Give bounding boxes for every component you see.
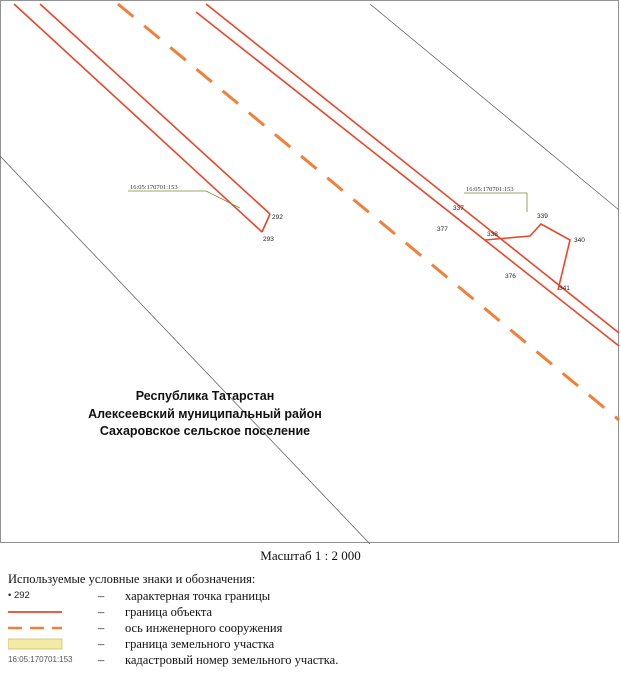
legend-symbol-point: • 292 <box>8 590 30 601</box>
legend-desc-cadastral-number: кадастровый номер земельного участка. <box>125 653 339 667</box>
point-label-376: 376 <box>505 273 516 280</box>
legend-dash: – <box>98 653 105 667</box>
point-label-337: 337 <box>453 205 464 212</box>
object-boundary-left-outer <box>14 4 262 232</box>
point-label-338: 338 <box>487 231 498 238</box>
object-boundary-right-upper <box>206 4 619 333</box>
legend-dash: – <box>98 605 105 619</box>
scale-label: Масштаб 1 : 2 000 <box>260 548 361 563</box>
region-line-republic: Республика Татарстан <box>135 389 275 403</box>
legend-dash: – <box>98 637 105 651</box>
object-boundary-right-lower <box>196 12 619 346</box>
point-label-339: 339 <box>537 213 548 220</box>
legend-symbol-engineering-axis <box>8 620 68 636</box>
engineering-axis-line <box>118 4 619 420</box>
point-label-341: 341 <box>559 285 570 292</box>
region-caption <box>40 388 370 441</box>
object-boundary-left-end <box>262 214 270 232</box>
legend-row-cadastral-number <box>8 652 618 668</box>
point-label-377: 377 <box>437 226 448 233</box>
cadastral-leader-left <box>128 191 240 208</box>
legend-desc-object-boundary: граница объекта <box>125 605 213 619</box>
legend-dash: – <box>98 589 105 603</box>
legend-desc-point: характерная точка границы <box>125 589 271 603</box>
point-label-293: 293 <box>263 236 274 243</box>
legend-desc-parcel-boundary: граница земельного участка <box>125 637 275 651</box>
legend-row-point <box>8 588 618 604</box>
legend-dash: – <box>98 621 105 635</box>
cadastral-leader-right <box>464 193 527 212</box>
cadastral-label-left: 16:05:170701:153 <box>130 184 178 191</box>
point-label-340: 340 <box>574 237 585 244</box>
parcel-boundary-line-left <box>0 156 370 544</box>
legend-symbol-cadastral-number: 16:05:170701:153 <box>8 655 73 664</box>
legend-title: Используемые условные знаки и обозначения: <box>8 572 256 586</box>
legend-symbol-object-boundary <box>8 604 68 620</box>
point-label-292: 292 <box>272 214 283 221</box>
legend-desc-engineering-axis: ось инженерного сооружения <box>125 621 283 635</box>
region-line-district: Алексеевский муниципальный район <box>88 406 322 421</box>
legend-symbol-parcel-boundary <box>8 636 68 652</box>
cadastral-label-right: 16:05:170701:153 <box>466 186 514 193</box>
region-line-settlement: Сахаровское сельское поселение <box>99 424 311 438</box>
legend-row-object-boundary <box>8 604 618 620</box>
legend-row-engineering-axis <box>8 620 618 636</box>
legend-row-parcel-boundary <box>8 636 618 652</box>
